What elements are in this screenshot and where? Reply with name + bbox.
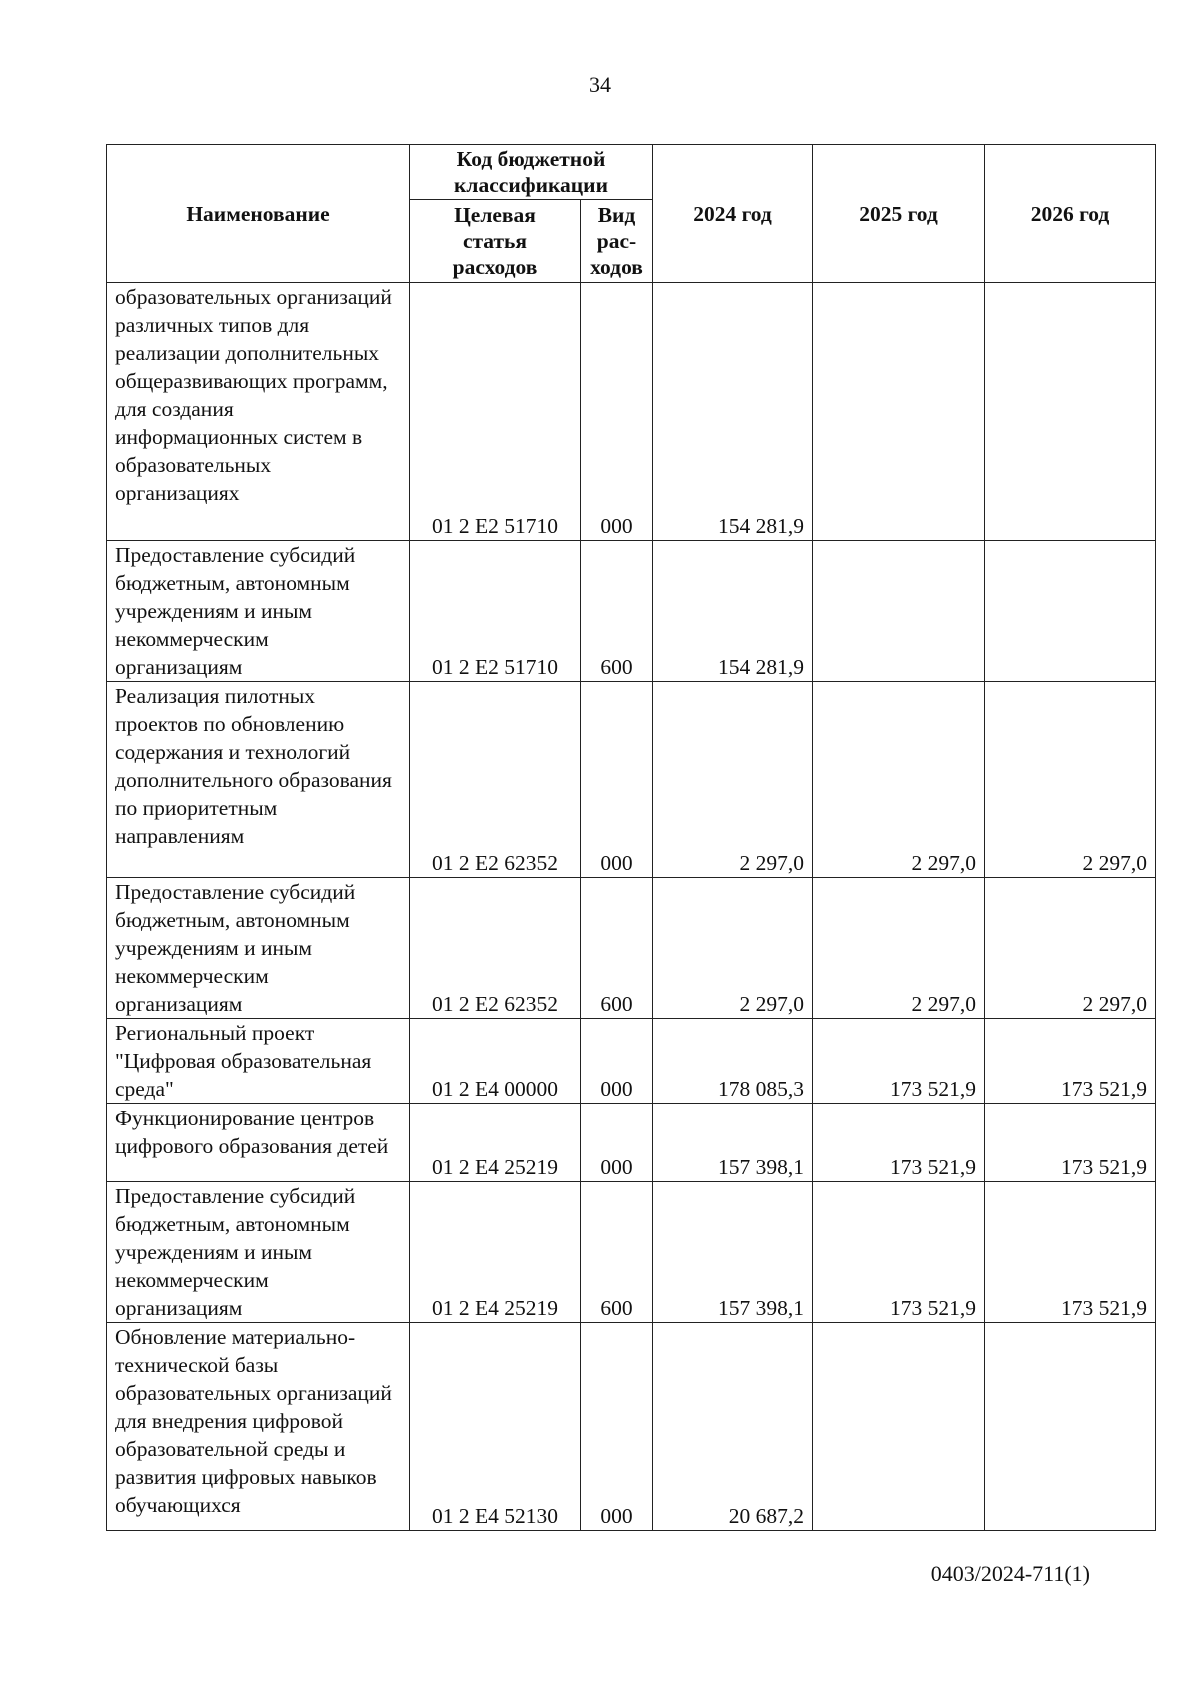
header-bcc-group: Код бюджетной классификации: [410, 145, 653, 200]
table-row: [107, 1323, 1156, 1531]
row-amount-2026: 2 297,0: [985, 878, 1156, 1019]
table-body: [107, 283, 1156, 1531]
header-target-article: Целевая статья расходов: [410, 200, 581, 283]
row-amount-2025: [813, 283, 985, 541]
header-name: Наименование: [107, 145, 410, 283]
row-amount-2024: 2 297,0: [653, 878, 813, 1019]
row-name: Реализация пилотных проектов по обновлению содержания и технологий дополнительного образования по приоритетным направлениям: [107, 682, 410, 878]
row-name: Обновление материально-технической базы образовательных организаций для внедрения цифровой образовательной среды и развития цифровых навыков обучающихся: [107, 1323, 410, 1531]
table-row: [107, 878, 1156, 1019]
row-expense-kind: 000: [581, 1104, 653, 1182]
row-amount-2026: 173 521,9: [985, 1104, 1156, 1182]
row-amount-2024: 154 281,9: [653, 283, 813, 541]
row-amount-2025: 173 521,9: [813, 1104, 985, 1182]
row-amount-2026: 173 521,9: [985, 1019, 1156, 1104]
table-row: [107, 1019, 1156, 1104]
row-amount-2025: [813, 1323, 985, 1531]
row-name: Предоставление субсидий бюджетным, автономным учреждениям и иным некоммерческим организациям: [107, 878, 410, 1019]
row-amount-2026: 173 521,9: [985, 1182, 1156, 1323]
row-expense-kind: 600: [581, 541, 653, 682]
table-row: [107, 283, 1156, 541]
row-target-article: 01 2 E2 62352: [410, 878, 581, 1019]
row-amount-2025: 2 297,0: [813, 878, 985, 1019]
row-amount-2024: 154 281,9: [653, 541, 813, 682]
row-target-article: 01 2 E2 62352: [410, 682, 581, 878]
row-target-article: 01 2 E4 25219: [410, 1104, 581, 1182]
row-amount-2025: 173 521,9: [813, 1182, 985, 1323]
table-row: [107, 1104, 1156, 1182]
row-expense-kind: 000: [581, 682, 653, 878]
row-target-article: 01 2 E4 52130: [410, 1323, 581, 1531]
row-amount-2024: 178 085,3: [653, 1019, 813, 1104]
row-target-article: 01 2 E2 51710: [410, 541, 581, 682]
document-code: 0403/2024-711(1): [930, 1561, 1090, 1586]
header-2026: 2026 год: [985, 145, 1156, 283]
page-number: 34: [589, 72, 611, 97]
row-amount-2026: 2 297,0: [985, 682, 1156, 878]
header-2025: 2025 год: [813, 145, 985, 283]
row-name: Предоставление субсидий бюджетным, автономным учреждениям и иным некоммерческим организациям: [107, 1182, 410, 1323]
row-expense-kind: 000: [581, 1323, 653, 1531]
row-amount-2024: 157 398,1: [653, 1182, 813, 1323]
row-name: Предоставление субсидий бюджетным, автономным учреждениям и иным некоммерческим организациям: [107, 541, 410, 682]
row-target-article: 01 2 E4 00000: [410, 1019, 581, 1104]
row-expense-kind: 000: [581, 283, 653, 541]
row-name: образовательных организаций различных типов для реализации дополнительных общеразвивающих программ, для создания информационных систем в образовательных организациях: [107, 283, 410, 541]
row-expense-kind: 600: [581, 878, 653, 1019]
row-amount-2026: [985, 283, 1156, 541]
row-amount-2024: 157 398,1: [653, 1104, 813, 1182]
row-amount-2026: [985, 541, 1156, 682]
row-target-article: 01 2 E4 25219: [410, 1182, 581, 1323]
header-expense-kind: Вид рас-ходов: [581, 200, 653, 283]
row-expense-kind: 600: [581, 1182, 653, 1323]
table-row: [107, 682, 1156, 878]
header-2024: 2024 год: [653, 145, 813, 283]
row-name: Региональный проект "Цифровая образовательная среда": [107, 1019, 410, 1104]
row-name: Функционирование центров цифрового образования детей: [107, 1104, 410, 1182]
row-amount-2025: [813, 541, 985, 682]
row-amount-2024: 2 297,0: [653, 682, 813, 878]
table-row: [107, 541, 1156, 682]
row-amount-2026: [985, 1323, 1156, 1531]
row-amount-2025: 173 521,9: [813, 1019, 985, 1104]
row-expense-kind: 000: [581, 1019, 653, 1104]
row-target-article: 01 2 E2 51710: [410, 283, 581, 541]
row-amount-2025: 2 297,0: [813, 682, 985, 878]
row-amount-2024: 20 687,2: [653, 1323, 813, 1531]
table-header: [107, 145, 1156, 283]
budget-table: [106, 144, 1156, 1531]
table-row: [107, 1182, 1156, 1323]
